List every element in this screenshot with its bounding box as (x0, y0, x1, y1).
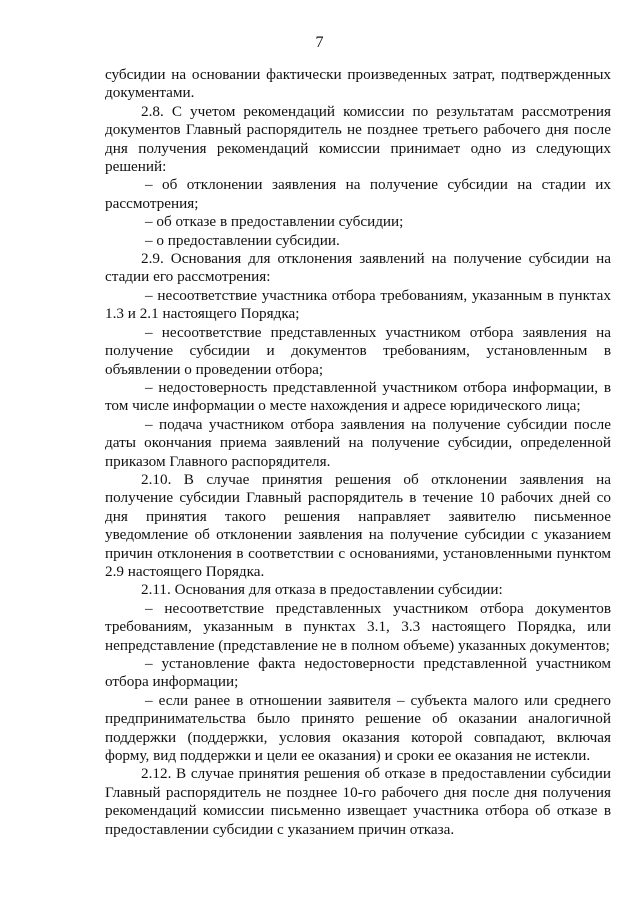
paragraph: 2.9. Основания для отклонения заявлений на получение субсидии на стадии его рассмотрения: (105, 250, 611, 286)
list-item: – установление факта недостоверности представленной участником отбора информации; (105, 655, 611, 691)
list-item: – недостоверность представленной участником отбора информации, в том числе информации о месте нахождения и адресе юридического лица; (105, 378, 611, 415)
list-item: – несоответствие представленных участником отбора документов требованиям, указанным в пунктах 3.1, 3.3 настоящего Порядка, или непредставление (представление не в полном объеме) указанных документов; (105, 599, 611, 654)
paragraph: 2.8. С учетом рекомендаций комиссии по результатам рассмотрения документов Главный распорядитель не позднее третьего рабочего дня после дня получения рекомендаций комиссии принимает одно из следующих решений: (105, 102, 611, 176)
list-item: – несоответствие участника отбора требованиям, указанным в пунктах 1.3 и 2.1 настоящего Порядка; (105, 286, 611, 323)
page-number: 7 (315, 34, 324, 51)
list-item: – подача участником отбора заявления на получение субсидии после даты окончания приема заявлений на получение субсидии, определенной приказом Главного распорядителя. (105, 415, 611, 470)
list-item: – об отказе в предоставлении субсидии; (145, 213, 404, 231)
paragraph: 2.11. Основания для отказа в предоставлении субсидии: (141, 581, 503, 599)
paragraph: 2.12. В случае принятия решения об отказе в предоставлении субсидии Главный распорядитель не позднее 10-го рабочего дня после дня получения рекомендаций комиссии письменно извещает участника отбора об отказе в предоставлении субсидии с указанием причин отказа. (105, 765, 611, 838)
document-body (105, 66, 611, 839)
paragraph: 2.10. В случае принятия решения об отклонении заявления на получение субсидии Главный распорядитель в течение 10 рабочих дней со дня принятия такого решения направляет заявителю письменное уведомление об отклонении заявления на получение субсидии с указанием причин отклонения в соответствии с основаниями, установленными пунктом 2.9 настоящего Порядка. (105, 470, 611, 580)
list-item: – если ранее в отношении заявителя – субъекта малого или среднего предпринимательства было принято решение об оказании аналогичной поддержки (поддержки, условия оказания которой совпадают, включая форму, вид поддержки и цели ее оказания) и сроки ее оказания не истекли. (105, 691, 611, 765)
paragraph: субсидии на основании фактически произведенных затрат, подтвержденных документами. (105, 66, 611, 102)
list-item: – несоответствие представленных участником отбора заявления на получение субсидии и документов требованиям, установленным в объявлении о проведении отбора; (105, 323, 611, 378)
list-item: – о предоставлении субсидии. (145, 231, 340, 249)
list-item: – об отклонении заявления на получение субсидии на стадии их рассмотрения; (105, 176, 611, 212)
